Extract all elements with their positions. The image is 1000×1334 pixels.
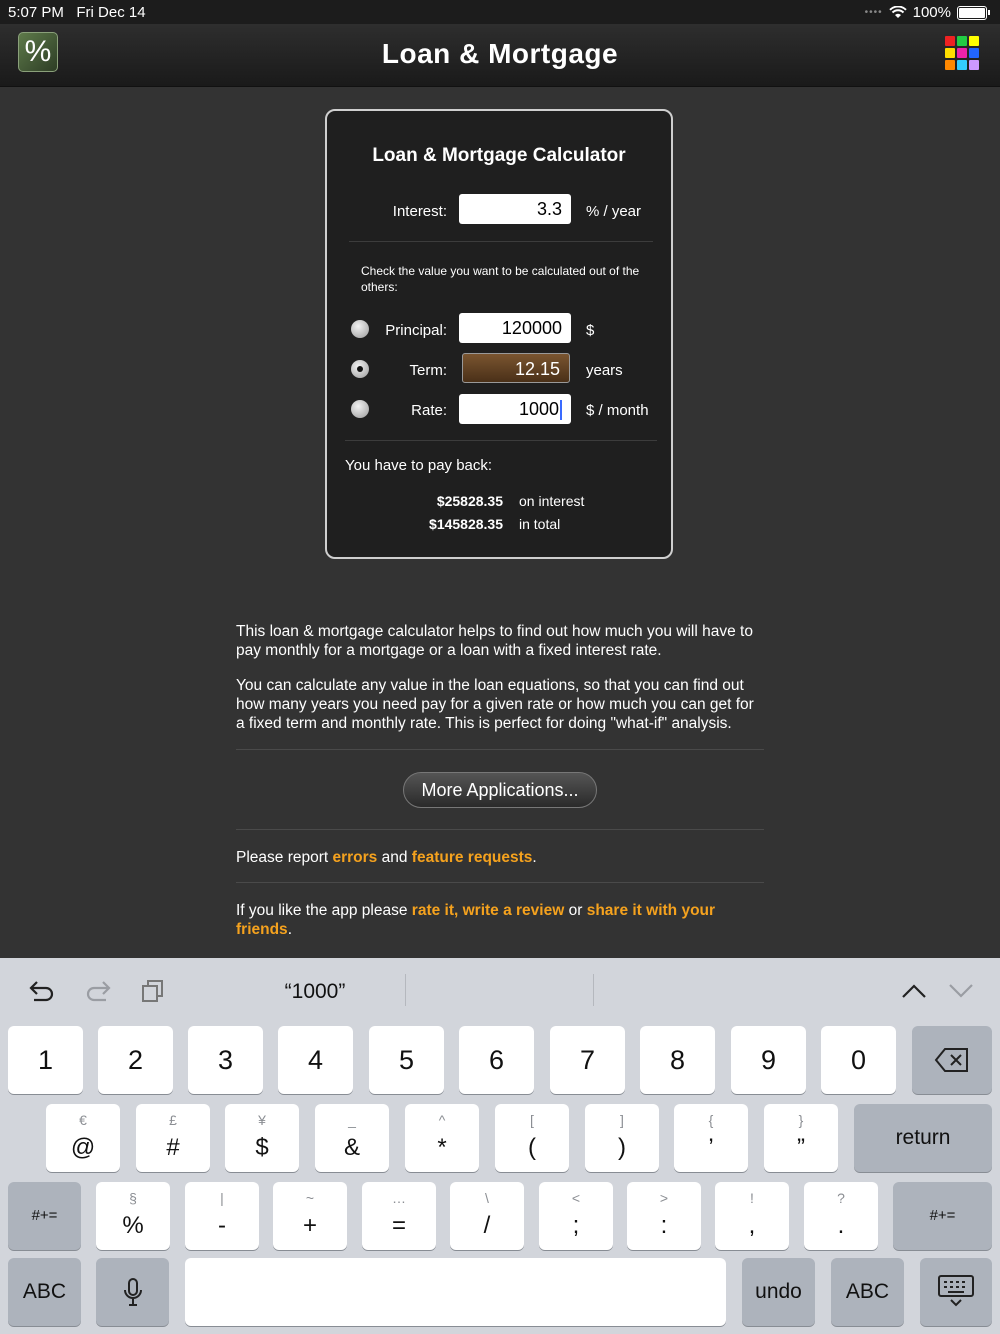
battery-percent: 100%	[912, 4, 951, 21]
chevron-up-icon[interactable]	[900, 982, 928, 1000]
page-title: Loan & Mortgage	[381, 38, 619, 69]
microphone-icon	[122, 1277, 144, 1307]
apps-grid-icon[interactable]	[945, 36, 979, 70]
calculate-instruction: Check the value you want to be calculated out of the others:	[361, 264, 640, 294]
space-bar[interactable]	[185, 1258, 726, 1326]
key-slash[interactable]: \ /	[450, 1182, 524, 1250]
key-1[interactable]: 1	[8, 1026, 83, 1094]
status-right	[865, 4, 990, 21]
chevron-down-icon[interactable]	[947, 982, 975, 1000]
key-equals[interactable]: … =	[362, 1182, 436, 1250]
percent-app-icon[interactable]: %	[18, 32, 58, 72]
abc-key-right[interactable]: ABC	[831, 1258, 904, 1326]
symbols-key-right[interactable]: #+=	[893, 1182, 992, 1250]
rate-input[interactable]: 1000	[459, 394, 571, 424]
rate-app-text: If you like the app please rate it, write a review or share it with your friends.	[236, 902, 716, 938]
key-apostrophe[interactable]: { ’	[674, 1104, 748, 1172]
abc-key-left[interactable]: ABC	[8, 1258, 81, 1326]
description-paragraph-2: You can calculate any value in the loan equations, so that you can find out how many years you need pay for a given rate or how much you can get for a fixed term and monthly rate. This is perfect for doing "what-if" analysis.	[236, 677, 754, 732]
status-time: 5:07 PM Fri Dec 14	[8, 4, 146, 21]
description-paragraph-1: This loan & mortgage calculator helps to find out how much you will have to pay monthly for a mortgage or a loan with a fixed interest rate.	[236, 623, 753, 659]
term-unit: years	[586, 362, 623, 379]
key-hash[interactable]: £ #	[136, 1104, 210, 1172]
key-5[interactable]: 5	[369, 1026, 444, 1094]
key-close-paren[interactable]: ] )	[585, 1104, 659, 1172]
key-plus[interactable]: ~ +	[273, 1182, 347, 1250]
key-8[interactable]: 8	[640, 1026, 715, 1094]
grand-total-value: $145828.35	[429, 516, 503, 532]
signal-icon: ••••	[864, 7, 883, 18]
return-key[interactable]: return	[854, 1104, 992, 1172]
undo-icon[interactable]	[28, 978, 56, 1004]
key-9[interactable]: 9	[731, 1026, 806, 1094]
redo-icon[interactable]	[84, 978, 112, 1004]
calculator-title: Loan & Mortgage Calculator	[372, 145, 626, 166]
keyboard	[0, 958, 1000, 1334]
calculator-card	[325, 109, 673, 559]
rate-label: Rate:	[411, 402, 447, 419]
delete-key[interactable]	[912, 1026, 992, 1094]
payback-label: You have to pay back:	[345, 457, 493, 474]
autocorrect-suggestion[interactable]: “1000”	[284, 980, 346, 1003]
key-percent[interactable]: § %	[96, 1182, 170, 1250]
interest-unit: % / year	[586, 203, 642, 220]
navigation-bar	[0, 24, 1000, 87]
divider	[236, 882, 764, 883]
more-applications-button[interactable]: More Applications...	[403, 772, 597, 808]
interest-total-value: $25828.35	[436, 493, 503, 509]
interest-input[interactable]: 3.3	[459, 194, 571, 224]
share-link[interactable]: share it with your friends	[236, 902, 716, 938]
report-text: Please report errors and feature requests.	[236, 849, 537, 866]
principal-unit: $	[586, 322, 595, 339]
wifi-icon	[889, 6, 907, 19]
separator	[593, 974, 594, 1006]
paste-icon[interactable]	[140, 978, 166, 1004]
key-2[interactable]: 2	[98, 1026, 173, 1094]
key-minus[interactable]: | -	[185, 1182, 259, 1250]
key-3[interactable]: 3	[188, 1026, 263, 1094]
grand-total-label: in total	[519, 516, 561, 532]
key-at[interactable]: € @	[46, 1104, 120, 1172]
key-dollar[interactable]: ¥ $	[225, 1104, 299, 1172]
separator	[405, 974, 406, 1006]
dismiss-keyboard-key[interactable]	[920, 1258, 992, 1326]
term-label: Term:	[409, 362, 447, 379]
key-ampersand[interactable]: _ &	[315, 1104, 389, 1172]
errors-link[interactable]: errors	[332, 849, 378, 866]
key-comma[interactable]: ! ,	[715, 1182, 789, 1250]
key-period[interactable]: ? .	[804, 1182, 878, 1250]
divider	[236, 829, 764, 830]
status-bar	[0, 0, 1000, 24]
feature-requests-link[interactable]: feature requests	[411, 849, 533, 866]
key-6[interactable]: 6	[459, 1026, 534, 1094]
battery-icon	[957, 6, 987, 20]
key-open-paren[interactable]: [ (	[495, 1104, 569, 1172]
key-semicolon[interactable]: < ;	[539, 1182, 613, 1250]
key-asterisk[interactable]: ^ *	[405, 1104, 479, 1172]
key-colon[interactable]: > :	[627, 1182, 701, 1250]
dictation-key[interactable]	[96, 1258, 169, 1326]
key-0[interactable]: 0	[821, 1026, 896, 1094]
rate-unit: $ / month	[586, 402, 649, 419]
term-result-field: 12.15	[462, 353, 570, 383]
key-4[interactable]: 4	[278, 1026, 353, 1094]
divider	[236, 749, 764, 750]
interest-total-label: on interest	[519, 493, 585, 509]
interest-label: Interest:	[392, 203, 447, 220]
rate-review-link[interactable]: rate it, write a review	[411, 902, 565, 919]
divider	[349, 241, 653, 242]
symbols-key-left[interactable]: #+=	[8, 1182, 81, 1250]
backspace-icon	[934, 1047, 970, 1073]
keyboard-dismiss-icon	[937, 1274, 975, 1308]
principal-input[interactable]: 120000	[459, 313, 571, 343]
text-caret	[560, 400, 562, 420]
divider	[345, 440, 657, 441]
key-quote[interactable]: } ”	[764, 1104, 838, 1172]
key-7[interactable]: 7	[550, 1026, 625, 1094]
undo-key[interactable]: undo	[742, 1258, 815, 1326]
principal-label: Principal:	[385, 322, 447, 339]
keyboard-shortcut-bar	[0, 958, 1000, 1024]
